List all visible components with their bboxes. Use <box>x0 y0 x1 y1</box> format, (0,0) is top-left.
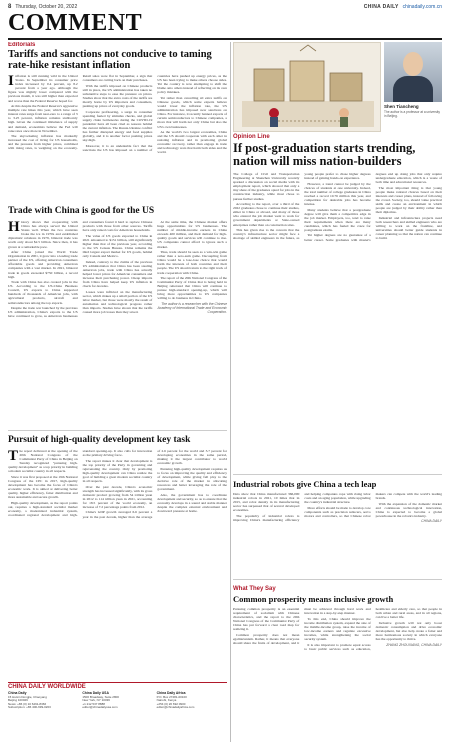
cartoon-illustration <box>233 42 381 132</box>
paragraph: Inflation is still running wild in the United States. In September its consumer price index increased by 0.4 percent, up 8.2 percent from a year ago. Although the figure was slightly lower compared with the previous month, it was still higher than expected and worse than the Federal Reserve hoped for. <box>8 72 78 103</box>
paragraph: Moreover, it is an undeniable fact that the sanctions the US has imposed on a number of countries have pushed up energy prices, as the US has been trying to make others choose sides. Yet the country is now attempting to shift the blame onto others instead of reflecting on its own policy mistakes. <box>82 74 227 152</box>
office-line: Nairobi, Kenya <box>156 698 177 703</box>
common-prosperity-article <box>233 579 442 704</box>
paragraph: Common prosperity does not mean egalitarianism. Rather, it means that everyone should share the fruits of development, and it must be achieved through hard work and innovation in a step-by-step manner. <box>233 607 371 646</box>
paragraph: As the world's two largest economies, China and the US should cooperate with each other in resisting inflation and in promoting global economic recovery, rather than engage in trade and technology wars that harm both sides and the world. <box>157 130 227 155</box>
editorial-article <box>8 42 227 202</box>
header-rule <box>8 38 442 40</box>
trade-article <box>8 204 227 426</box>
industrial-byline: CHINA DAILY <box>421 519 442 524</box>
common-body <box>233 607 442 651</box>
footer-title: CHINA DAILY WORLDWIDE <box>8 684 86 690</box>
paragraph: After China joined the World Trade Organization in 2001, it grew into a leading trade partner of the US, offering American consumers affordable goods and providing American companies with a vast market. In 2021, bilateral trade in goods exceeded $750 billion, a record high. <box>8 250 78 279</box>
paragraph: With the expansion of the domestic market and continuous technological innovation, China is expected to become a global powerhouse in the robotics industry. <box>375 501 442 518</box>
paragraph: With the tariffs imposed on Chinese products still in place, the US administration has taken no substantive steps to ease the pressure on prices. Studies show that the extra costs of the tariffs are mostly borne by US importers and consumers, pushing up prices of everyday goods. <box>82 83 153 109</box>
paragraph: More efforts should be made to develop core components such as precision reducers, servo motors and controllers, so that Chinese robot makers can compete with the world's leading brands. <box>304 492 442 518</box>
website-link[interactable]: chinadaily.com.cn <box>402 3 442 10</box>
drop-cap: T <box>8 447 19 464</box>
left-column <box>8 42 227 697</box>
paragraph: To this end, China should improve the income distribution system, expand the size of the middle-income group, raise the income of low-income earners and regulate excessive incomes, while strengthening the social security system. <box>304 616 371 642</box>
paragraph: Industrial and infrastructure projects need both researchers and skilled engineers who are willing to work on the frontline, and universities should better guide students in career planning so that the nation can continue to build. <box>375 215 442 241</box>
paragraph: However, a trend cannot be judged by the choices of students at one university. Indeed, the total number of college graduates in China reached a record 10.76 million this year, and competition for desirable jobs has become intense. <box>304 181 371 207</box>
what-they-say-label: What They Say <box>233 586 276 592</box>
paragraph: Pursuing common prosperity is an essential requirement of socialism with Chinese characteristics, and the report to the 20th National Congress of the Communist Party of China has put forward a clear road map for realizing it. <box>233 607 300 632</box>
paragraph: Losses were inflicted on the manufacturing sector, which makes up a small portion of the US labor market, but those were mostly the result of automation and technological progress rather than imports. Studies have shown that the tariffs caused more job losses than they saved. <box>82 289 153 315</box>
office-line: editor@chinadailyafrica.com <box>156 705 195 710</box>
office-line: +254 (0) 20 692 0900 <box>156 701 186 706</box>
paragraph: Yet rather than cancelling all extra tariffs on Chinese goods, which some experts believe would lower the inflation rate, the US administration has imposed new sanctions on China. For instance, it recently banned exports of certain semiconductors to Chinese companies, a move that will harm not only China but also the US's own businesses. <box>157 95 227 129</box>
illustration-row <box>233 42 442 130</box>
paragraph: Over the past decade, China's economic strength has increased significantly, with its gross domestic product growing from 54 trillion yuan in 2012 to 114 trillion yuan in 2021, accounting for 18.5 percent of the world economy, an increase of 7.2 percentage points from 2012. <box>82 484 153 509</box>
paragraph: The report makes it clear that development is the top priority of the Party in governing and rejuvenating the country. Only by promoting high-quality development can China realize the goal of building a great modern socialist country in all respects. <box>82 458 153 484</box>
paragraph: The College of Civil and Transportation Engineering at Shenzhen University recently sparked a discussion on social media with its employment report, which showed that only a tiny share of the graduates opted for jobs in the construction industry, while most chose to pursue further studies. <box>233 172 300 201</box>
industrial-headline[interactable]: Industrial robots give China a tech leap <box>233 479 377 489</box>
author-photo <box>384 42 442 102</box>
paragraph: The report delivered at the opening of the 20th National Congress of the Communist Party of China in Beijing on Sunday recognized "pursuing high-quality development" as a top priority in building a modern socialist country in all respects. <box>8 447 78 474</box>
paragraph: History shows that cooperating with China has always served the United States well. When the two countries broke the ice in 1970s and established diplomatic relations in 1979, bilateral trade was worth only about $2.5 billion. Since then, it has grown at a remarkable pace. <box>8 218 78 249</box>
section-title: COMMENT <box>8 10 143 36</box>
office-line: P.O. Box 27281-00100 <box>156 694 187 699</box>
office-name: China Daily Africa <box>156 691 186 695</box>
paragraph: High-quality development, as the report points out, requires a high-standard socialist market economy, a modernized industrial system, coordinated regional development and high-standard opening-up. It also calls for innovation as the primary driving force. <box>8 449 153 518</box>
opinion-headline[interactable]: If post-graduation starts trending, nation will miss nation-builders <box>233 141 416 168</box>
office-line: editor@chinadailyusa.com <box>82 705 118 710</box>
right-column <box>233 42 442 742</box>
trade-headline[interactable]: Trade with China is good for the US <box>8 206 155 216</box>
editorials-kicker: Editorials <box>8 42 36 48</box>
opinion-label: Opinion Line <box>233 134 270 140</box>
paragraph: Pursuing high-quality development requires us to focus on improving the quality and efficiency of development, while giving full play to the decisive role of the market in allocating resources and better leveraging the role of the government. <box>157 466 227 492</box>
paragraph: Corporate profiteering, a surge in consumer spending fueled by stimulus checks, and global supply chain bottlenecks during the COVID-19 pandemic have all been cited as reasons behind the current inflation. The Russia-Ukraine conflict has further disrupted energy and food supplies globally, and it is another factor pushing prices sky-high. <box>82 109 153 143</box>
office-line: Subscription: +86 400-699-0203 <box>8 705 51 710</box>
opinion-article <box>233 130 442 470</box>
drop-cap: I <box>8 72 14 89</box>
industrial-body <box>233 492 442 523</box>
issue-date: Thursday, October 20, 2022 <box>15 3 78 10</box>
paragraph: According to the report, over a third of the 2022 graduates chose to continue their studies, either in China or abroad, and many of those who entered the job market went to work for government departments or State-owned enterprises rather than on construction sites. <box>233 202 300 227</box>
drop-cap: H <box>8 218 20 235</box>
office-line: 15 Huixin Dongjie, Chaoyang <box>8 694 47 699</box>
footer-office <box>82 692 152 710</box>
worldwide-footer <box>8 682 227 743</box>
author-title: The author is a professor at a university in Beijing. <box>384 110 440 118</box>
paragraph: Also, the government has to coordinate development and security, so as to ensure that the economy develops in a sound and stable manner despite the complex external environment and downward pressure at home. <box>157 492 227 514</box>
office-line: New York, NY 10036 <box>82 698 110 703</box>
paragraph: The value of US goods exported to China in 2021 amounted to $151 billion, still significantly higher than that of the previous year, according to the US Census Bureau. China remains the third largest export market for US goods, behind only Canada and Mexico. <box>82 233 153 259</box>
author-card <box>384 42 442 130</box>
paragraph: Indeed, contrary to the claims of the previous US administration that China has been stealing American jobs, trade with China has actually helped lower prices for American consumers and increase their purchasing power. Cheap imports from China have helped keep US inflation in check for decades. <box>82 259 153 289</box>
paragraph: Since it was first proposed at the 19th National Congress of the CPC in 2017, high-quality development has become the focus of China's economic work. It is aimed at delivering better quality, higher efficiency, fairer distribution and more sustainable and secure growth. <box>8 474 78 500</box>
footer-office <box>8 692 78 710</box>
paragraph: Inclusive growth will not only boost domestic consumption and drive economic development, but also help create a fairer and more harmonious society in which everyone has the opportunity to thrive. <box>375 620 442 642</box>
paragraph: Despite the trade war launched by the previous US administration, China's exports to the US have continued to grow, as American businesses and consumers found it hard to replace Chinese products with those from other sources. Tariffs have only raised costs for American households. <box>8 220 153 319</box>
paragraph: China's GDP growth averaged 6.6 percent a year in the past decade, higher than the average of 2.6 percent for the world and 3.7 percent for developing economies in the same period, making it the largest contributor to world economic growth. <box>82 449 227 519</box>
paper-name: CHINA DAILY <box>363 3 399 10</box>
office-line: +1 212 537 8888 <box>82 701 105 706</box>
editorial-body <box>8 74 227 155</box>
paragraph: It is also important to promote equal access to basic public services such as education, healthcare and elderly care, so that people in both urban and rural areas, and in all regions, can live a better life. <box>304 607 442 651</box>
author-name: Shen Tiancheng <box>384 104 419 109</box>
pursuit-article <box>8 430 227 629</box>
trade-byline: The author is a researcher with the Chinese Academy of International Trade and Economic Cooperation. <box>157 301 227 315</box>
paragraph: At this despite the Federal Reserve's aggressive multiple rate hikes this year, which have seen interest rates surge from near-zero to a range of 3 to 3.25 percent, inflation remains stubbornly high. Given the continued imbalance of supply and demand, economists believe the Fed will raise rates once more in November. <box>8 104 78 133</box>
paragraph: The most important thing is that young people make rational choices based on their interests and career plans, instead of following the crowd. Society, too, should value practical skills and create an environment in which people are judged by their ability rather than their diplomas. <box>375 185 442 215</box>
paragraph: At the same time, the Chinese market offers huge opportunities for US businesses. The number of middle-income earners in China exceeds 400 million, and their demand for high-quality goods and services will continue to rise. US companies cannot afford to ignore such a market. <box>157 220 227 249</box>
industrial-article <box>233 474 442 575</box>
paragraph: The popularity of industrial robots is improving China's manufacturing efficiency and helping companies cope with rising labor costs and an aging population, while upgrading the country's industrial structure. <box>233 492 371 522</box>
trade-body <box>8 220 227 318</box>
office-line: Beijing 100029 <box>8 698 28 703</box>
paragraph: Yet higher degrees are no guarantee of a better career. Some graduates with master's degrees end up doing jobs that only require undergraduate education, which is a waste of both time and educational resources. <box>304 172 442 242</box>
pursuit-headline[interactable]: Pursuit of high-quality development key task <box>8 435 191 445</box>
paragraph: Thus, trade should be seen as a win-win game rather than a zero-sum game. Decoupling from China would be a lose-lose choice that would harm the interests of both countries and their people. The US should return to the right track of trade cooperation with China. <box>157 250 227 275</box>
paragraph: Data show that China manufactured 366,000 industrial robots in 2021, 10 times that in 2015, and robot density in its manufacturing sector has surpassed that of several developed economies. <box>233 492 300 513</box>
office-name: China Daily <box>8 691 27 695</box>
page-number: 8 <box>8 3 12 10</box>
office-name: China Daily USA <box>82 691 109 695</box>
paragraph: The skyrocketing inflation has markedly increased the cost of living for US households, and the pressure from higher prices, combined with rising rates, is weighing on the economy. Retail sales were flat in September, a sign that consumers are cutting back on their purchases. <box>8 74 153 151</box>
common-headline[interactable]: Common prosperity means inclusive growth <box>233 594 394 604</box>
office-line: 1500 Broadway, Suite 2800 <box>82 694 119 699</box>
cartoon-drawing <box>234 43 381 131</box>
editorial-headline[interactable]: Tariffs and sanctions not conducive to taming rate-hike resistant inflation <box>8 49 212 71</box>
common-byline: ZHANG ZHOUXIANG, CHINA DAILY <box>386 642 442 647</box>
paragraph: This has given rise to the concern that the country's infrastructure sector might face a shortage of skilled engineers in the future, as young people prefer to chase higher degrees instead of gaining hands-on experience. <box>233 172 371 241</box>
paragraph: Trade with China has also created jobs in the US. According to the US-China Business Council, US exports to China supported hundreds of thousands of American jobs, with agricultural products, aircraft and semiconductors among the top exports. <box>8 280 78 305</box>
paragraph: Many students believe that a postgraduate degree will give them a competitive edge in the job market. Employers, too, tend to raise their requirements when there are many candidates, which has fueled the craze for postgraduate exams. <box>304 207 371 232</box>
footer-grid <box>8 692 227 710</box>
footer-office <box>157 692 227 710</box>
pursuit-body <box>8 449 227 519</box>
column-divider <box>230 42 231 742</box>
paragraph: The report of the 20th National Congress of the Communist Party of China that is being held in Beijing reiterated that China will continue to pursue high-standard opening-up, which will bring more opportunities to US companies willing to do business in China. <box>157 276 227 301</box>
opinion-body <box>233 172 442 242</box>
office-line: News: +86 (0) 10 6491-8366 <box>8 701 47 706</box>
